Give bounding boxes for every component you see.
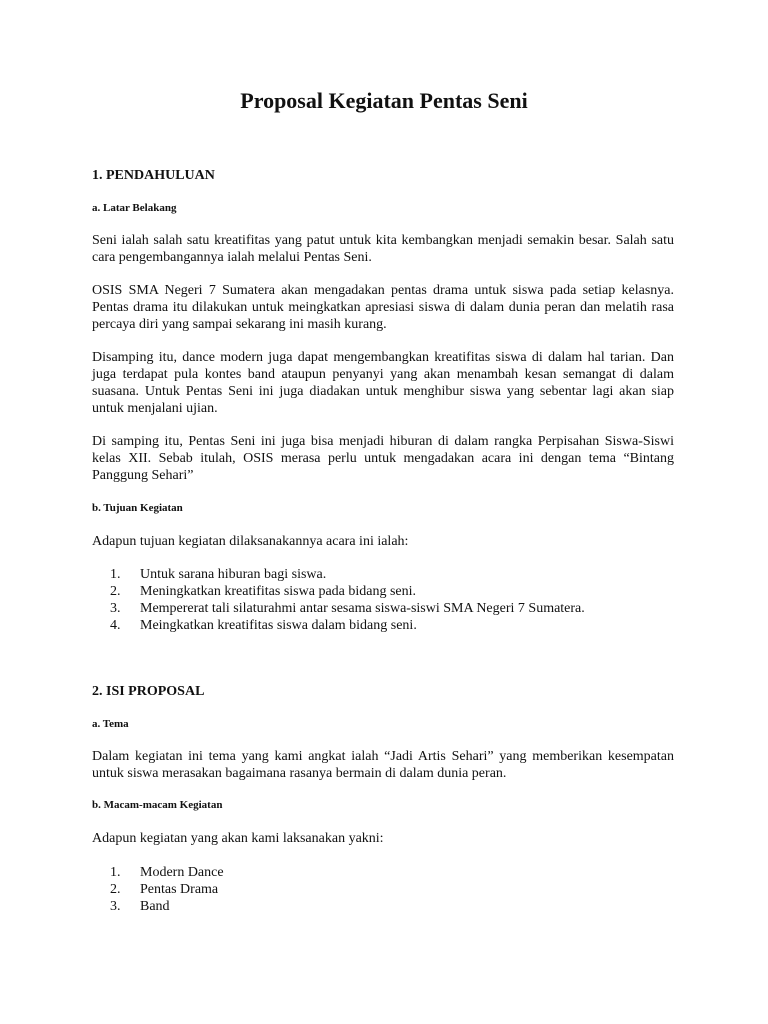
list-item-text: Meingkatkan kreatifitas siswa dalam bidang seni. [140,618,417,633]
list-item [110,881,224,898]
paragraph-macam-kegiatan-intro: Adapun kegiatan yang akan kami laksanakan yakni: [92,831,384,846]
paragraph-latar-belakang-3: Disamping itu, dance modern juga dapat mengembangkan kreatifitas siswa di dalam hal tarian. Dan juga terdapat pula kontes band ataupun penyanyi yang akan menambah kesan semangat di dalam suasana. Untuk Pentas Seni ini juga diadakan untuk menghibur siswa yang sebentar lagi akan siap untuk menjalani ujian. [92,350,674,416]
section-heading-isi-proposal: 2. ISI PROPOSAL [92,684,205,699]
list-item-number: 2. [110,882,121,897]
paragraph-latar-belakang-4: Di samping itu, Pentas Seni ini juga bisa menjadi hiburan di dalam rangka Perpisahan Siswa-Siswi kelas XII. Sebab itulah, OSIS merasa perlu untuk mengadakan acara ini dengan tema “Bintang Panggung Sehari” [92,434,674,483]
list-item [110,600,585,617]
list-item-text: Band [140,899,170,914]
paragraph-latar-belakang-2: OSIS SMA Negeri 7 Sumatera akan mengadakan pentas drama untuk siswa pada setiap kelasnya. Pentas drama itu dilakukan untuk meingkatkan apresiasi siswa di dalam dunia peran dan melatih rasa percaya diri yang sampai sekarang ini masih kurang. [92,283,674,332]
list-tujuan-kegiatan [110,566,585,634]
list-item-number: 2. [110,584,121,599]
list-item-number: 1. [110,865,121,880]
paragraph-tujuan-intro: Adapun tujuan kegiatan dilaksanakannya acara ini ialah: [92,534,409,549]
subheading-tema: a. Tema [92,718,129,730]
list-item [110,566,585,583]
list-macam-kegiatan [110,864,224,915]
subheading-macam-kegiatan: b. Macam-macam Kegiatan [92,799,223,811]
document-title: Proposal Kegiatan Pentas Seni [240,88,528,113]
list-item-text: Meningkatkan kreatifitas siswa pada bidang seni. [140,584,417,599]
list-item [110,898,224,915]
list-item [110,864,224,881]
paragraph-tema: Dalam kegiatan ini tema yang kami angkat ialah “Jadi Artis Sehari” yang memberikan kesempatan untuk siswa merasakan bagaimana rasanya bermain di dalam dunia peran. [92,749,674,781]
list-item-text: Untuk sarana hiburan bagi siswa. [140,567,327,582]
list-item-number: 3. [110,601,121,616]
paragraph-latar-belakang-1: Seni ialah salah satu kreatifitas yang patut untuk kita kembangkan menjadi semakin besar. Salah satu cara pengembangannya ialah melalui Pentas Seni. [92,233,674,265]
list-item-text: Modern Dance [140,865,224,880]
list-item [110,617,585,634]
list-item-number: 1. [110,567,121,582]
list-item-text: Pentas Drama [140,882,219,897]
list-item [110,583,585,600]
subheading-latar-belakang: a. Latar Belakang [92,202,177,214]
section-heading-pendahuluan: 1. PENDAHULUAN [92,168,215,183]
list-item-number: 4. [110,618,121,633]
list-item-number: 3. [110,899,121,914]
list-item-text: Mempererat tali silaturahmi antar sesama siswa-siswi SMA Negeri 7 Sumatera. [140,601,585,616]
subheading-tujuan-kegiatan: b. Tujuan Kegiatan [92,502,183,514]
